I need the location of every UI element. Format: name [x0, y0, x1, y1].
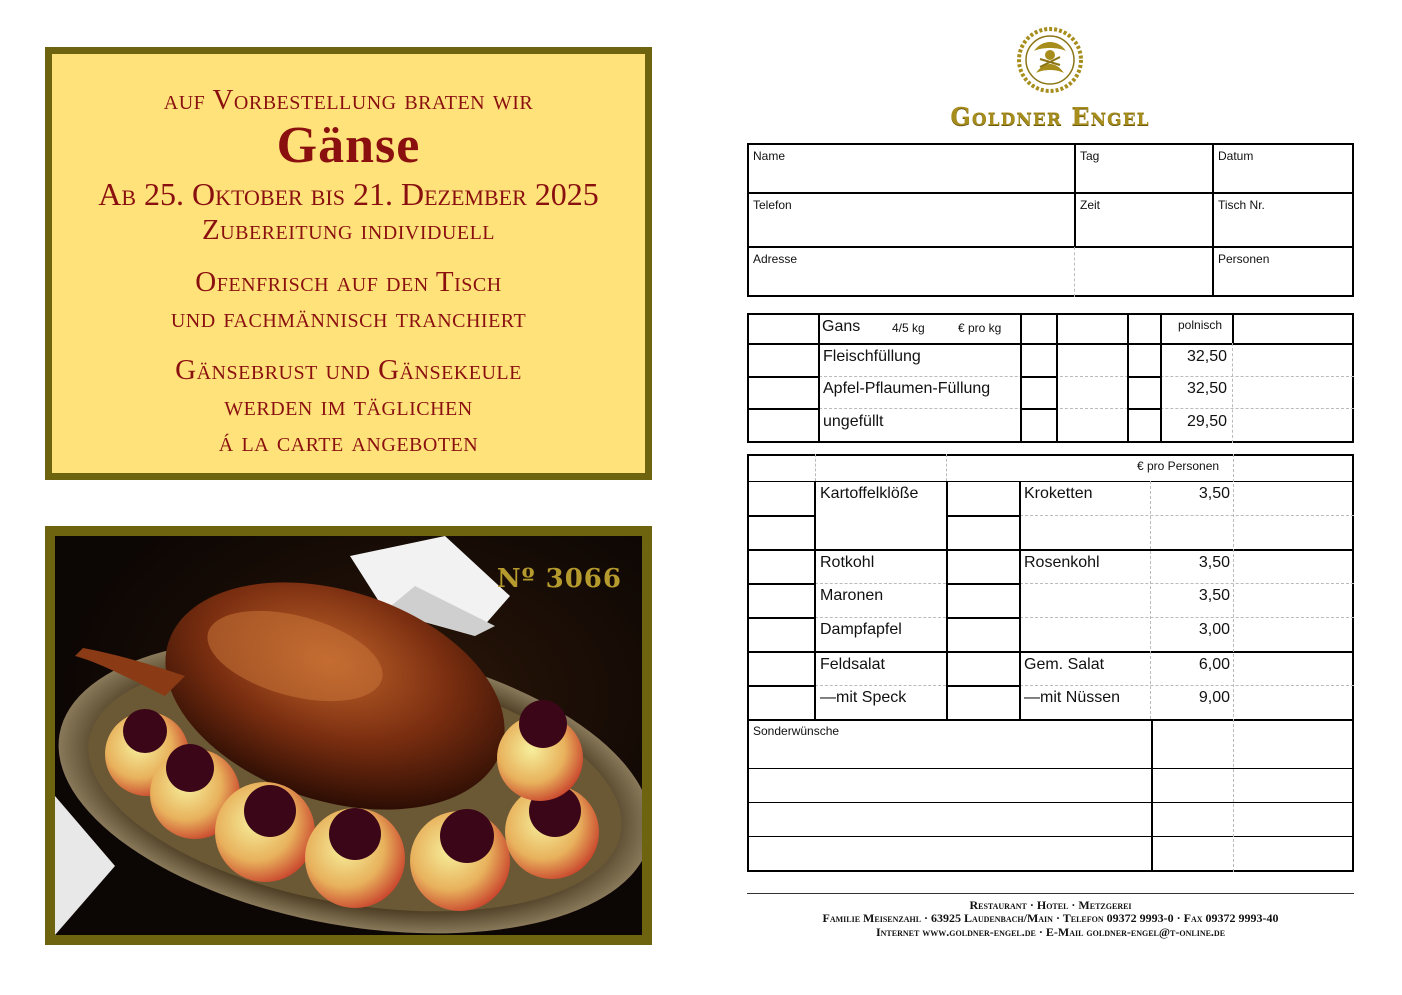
side-price: 3,00 — [1198, 621, 1230, 638]
goose-row-price: 29,50 — [1186, 413, 1227, 430]
goose-weight: 4/5 kg — [892, 321, 925, 335]
personen-field[interactable]: Personen — [1218, 252, 1270, 266]
promo-line-5: Ofenfrisch auf den Tisch — [195, 266, 502, 298]
goose-row-price: 32,50 — [1186, 380, 1227, 397]
zeit-field[interactable]: Zeit — [1080, 198, 1101, 212]
side-price: 3,50 — [1198, 587, 1230, 604]
side-price: 9,00 — [1198, 689, 1230, 706]
side-right: Rosenkohl — [1024, 554, 1100, 571]
photo-number: Nº 3066 — [496, 564, 622, 594]
promo-dates: Ab 25. Oktober bis 21. Dezember 2025 — [98, 176, 599, 212]
adresse-field[interactable]: Adresse — [753, 252, 798, 266]
side-left: —mit Speck — [820, 689, 907, 706]
sides-unit: € pro Personen — [1137, 459, 1220, 473]
goose-row-price: 32,50 — [1186, 348, 1227, 365]
reservation-form — [747, 143, 1354, 297]
promo-line-4: Zubereitung individuell — [201, 214, 496, 246]
promo-title: Gänse — [276, 117, 421, 174]
footer-line-1: Restaurant · Hotel · Metzgerei — [969, 898, 1132, 912]
name-field[interactable]: Name — [753, 149, 786, 163]
promo-line-7: Gänsebrust und Gänsekeule — [175, 354, 522, 386]
goose-row-name: ungefüllt — [823, 413, 884, 430]
footer-line-2: Familie Meisenzahl · 63925 Laudenbach/Main · Telefon 09372 9993-0 · Fax 09372 9993-40 — [822, 911, 1279, 925]
side-price: 3,50 — [1198, 485, 1230, 502]
tag-field[interactable]: Tag — [1080, 149, 1100, 163]
brand-name: Goldner Engel — [950, 102, 1150, 131]
goose-row-name: Fleischfüllung — [823, 348, 921, 365]
goose-unit: € pro kg — [958, 321, 1002, 335]
side-left: Kartoffelklöße — [820, 485, 919, 502]
side-right: Gem. Salat — [1024, 656, 1105, 673]
datum-field[interactable]: Datum — [1218, 149, 1254, 163]
telefon-field[interactable]: Telefon — [753, 198, 792, 212]
roast-goose-photo — [55, 536, 642, 935]
special-wishes-field[interactable]: Sonderwünsche — [753, 724, 840, 738]
goose-row-name: Apfel-Pflaumen-Füllung — [823, 380, 991, 397]
side-price: 6,00 — [1198, 656, 1230, 673]
side-left: Dampfapfel — [820, 621, 902, 638]
side-left: Feldsalat — [820, 656, 885, 673]
roast-goose-illustration — [55, 536, 642, 935]
promo-panel — [45, 47, 652, 480]
tisch-field[interactable]: Tisch Nr. — [1218, 198, 1265, 212]
angel-logo-icon — [1014, 25, 1086, 95]
side-right: Kroketten — [1024, 485, 1093, 502]
promo-line-9: á la carte angeboten — [218, 426, 479, 458]
side-left: Rotkohl — [820, 554, 875, 571]
footer-divider — [747, 893, 1354, 894]
goose-col-polnisch: polnisch — [1178, 318, 1223, 332]
promo-line-8: werden im täglichen — [224, 390, 473, 422]
side-left: Maronen — [820, 587, 884, 604]
footer-line-3: Internet www.goldner-engel.de · E-Mail goldner-engel@t-online.de — [875, 925, 1226, 939]
photo-frame — [45, 526, 652, 945]
promo-line-1: auf Vorbestellung braten wir — [163, 84, 534, 116]
side-price: 3,50 — [1198, 554, 1230, 571]
goose-header: Gans — [822, 318, 861, 335]
promo-line-6: und fachmännisch tranchiert — [170, 302, 527, 334]
side-right: —mit Nüssen — [1024, 689, 1121, 706]
